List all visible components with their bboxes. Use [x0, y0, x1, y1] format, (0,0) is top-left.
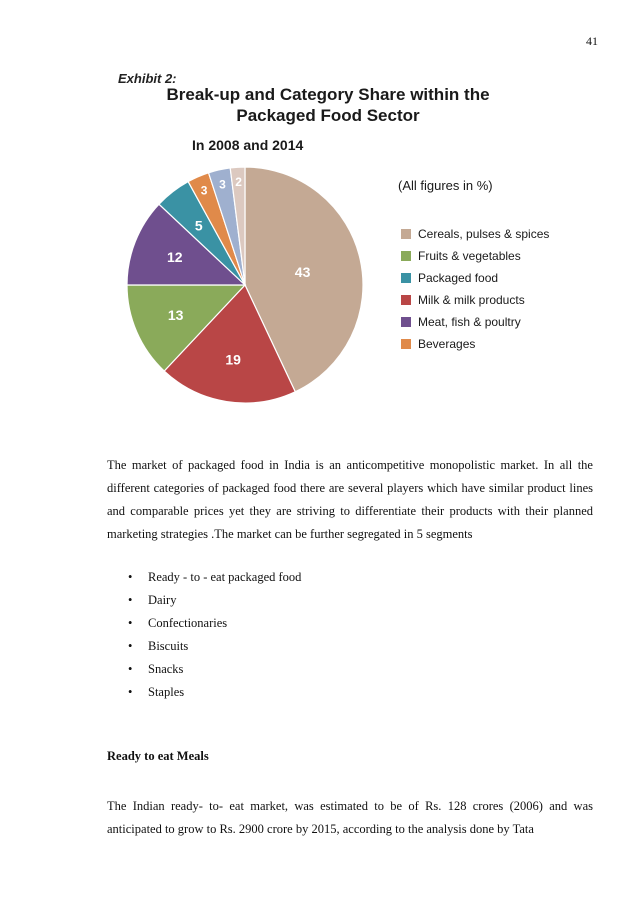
legend-swatch — [401, 317, 411, 327]
legend-item — [401, 267, 549, 289]
list-item-text: Biscuits — [148, 639, 189, 653]
slice-value-label: 2 — [235, 175, 242, 190]
bullet-icon: • — [128, 570, 133, 584]
legend-swatch — [401, 273, 411, 283]
slice-value-label: 12 — [166, 249, 183, 266]
slice-value-label: 5 — [194, 217, 203, 234]
list-item — [128, 635, 301, 658]
legend-item — [401, 311, 549, 333]
exhibit-label: Exhibit 2: — [118, 71, 177, 86]
list-item — [128, 681, 301, 704]
chart-legend — [401, 223, 549, 355]
list-item-text: Confectionaries — [148, 616, 228, 630]
legend-swatch — [401, 251, 411, 261]
legend-label: Meat, fish & poultry — [418, 315, 521, 329]
legend-swatch — [401, 295, 411, 305]
legend-item — [401, 245, 549, 267]
legend-item — [401, 333, 549, 355]
exhibit-subtitle: In 2008 and 2014 — [192, 137, 304, 153]
bullet-icon: • — [128, 616, 133, 630]
list-item-text: Staples — [148, 685, 185, 699]
section-heading: Ready to eat Meals — [107, 749, 209, 763]
slice-value-label: 43 — [294, 264, 311, 281]
legend-swatch — [401, 229, 411, 239]
list-item-text: Dairy — [148, 593, 177, 607]
list-item — [128, 589, 301, 612]
list-item-text: Ready - to - eat packaged food — [148, 570, 302, 584]
bullet-icon: • — [128, 639, 133, 653]
legend-label: Packaged food — [418, 271, 499, 285]
bullet-icon: • — [128, 685, 133, 699]
legend-item — [401, 223, 549, 245]
list-item — [128, 658, 301, 681]
legend-label: Fruits & vegetables — [418, 249, 521, 263]
bullet-icon: • — [128, 593, 133, 607]
list-item — [128, 566, 301, 589]
slice-value-label: 3 — [200, 183, 208, 198]
legend-label: Beverages — [418, 337, 476, 351]
slice-value-label: 13 — [167, 306, 184, 323]
figures-note: (All figures in %) — [398, 178, 493, 193]
legend-item — [401, 289, 549, 311]
page-number: 41 — [586, 34, 598, 48]
exhibit-title: Break-up and Category Share within the Packaged Food Sector — [166, 85, 490, 125]
list-item-text: Snacks — [148, 662, 184, 676]
segment-list — [128, 566, 301, 704]
slice-value-label: 3 — [219, 177, 226, 192]
list-item — [128, 612, 301, 635]
intro-paragraph: The market of packaged food in India is an anticompetitive monopolistic market. In all the different categories of packaged food there are several players which have similar product lines and comparable prices yet they are striving to differentiate their products with their planned marketing strategies .The market can be further segregated in 5 segments — [107, 458, 593, 541]
body-paragraph: The Indian ready- to- eat market, was estimated to be of Rs. 128 crores (2006) and was anticipated to grow to Rs. 2900 crore by 2015, according to the analysis done by Tata — [107, 799, 593, 836]
legend-label: Milk & milk products — [418, 293, 525, 307]
legend-label: Cereals, pulses & spices — [418, 227, 550, 241]
slice-value-label: 19 — [225, 351, 241, 368]
bullet-icon: • — [128, 662, 133, 676]
legend-swatch — [401, 339, 411, 349]
pie-chart — [110, 150, 380, 420]
